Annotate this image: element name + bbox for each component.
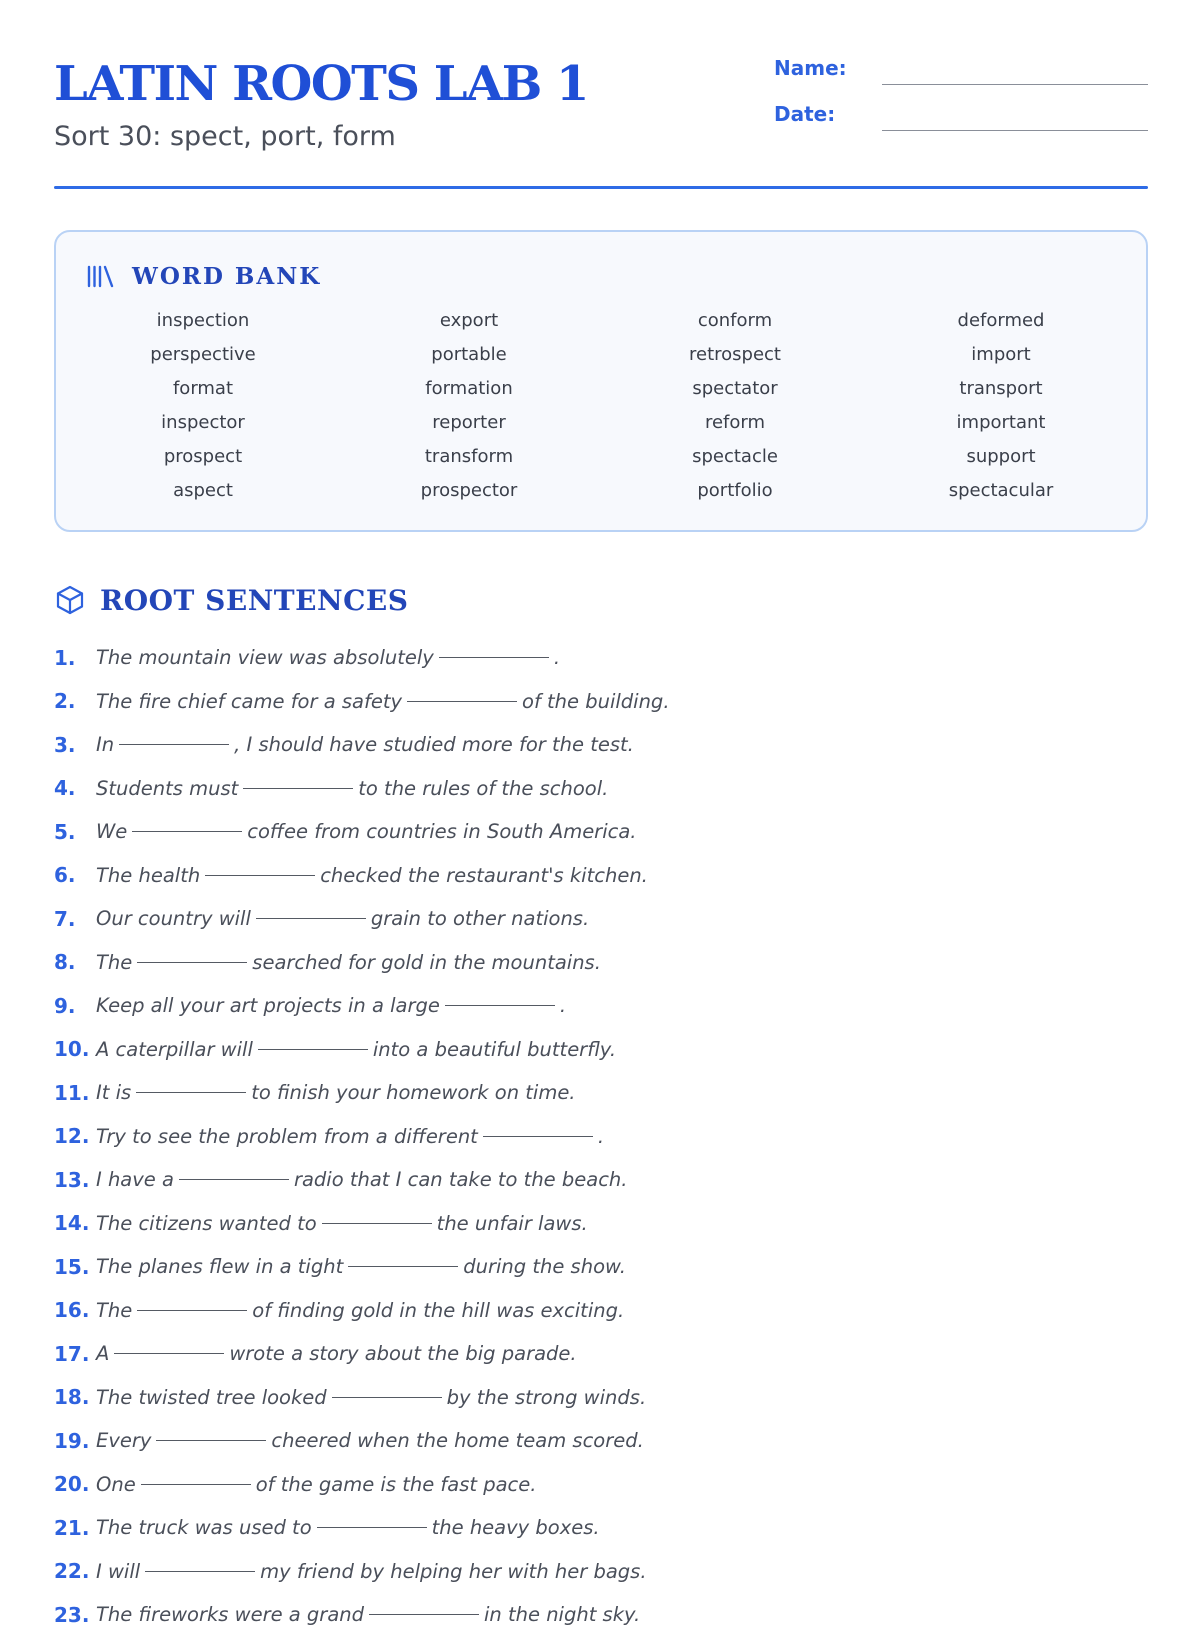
answer-blank[interactable] [136, 1092, 246, 1093]
sentence-text-after: to the rules of the school. [358, 776, 609, 800]
sentence-text-after: . [553, 646, 561, 670]
sentence-number: 14. [54, 1211, 90, 1236]
sentence-text-after: the unfair laws. [436, 1211, 588, 1235]
sentence-item [54, 854, 670, 898]
sentence-text-after: of finding gold in the hill was exciting. [252, 1298, 625, 1322]
sentence-number: 19. [54, 1428, 90, 1453]
sentence-number: 8. [54, 950, 76, 975]
sentence-item [54, 1245, 670, 1289]
word-bank-header [86, 260, 321, 292]
sentence-text-before: The twisted tree looked [96, 1385, 327, 1409]
word-bank-word: spectacle [692, 446, 778, 467]
sentence-text-after: radio that I can take to the beach. [293, 1168, 628, 1192]
sentence-item [54, 941, 670, 985]
word-bank-word: important [956, 412, 1046, 433]
sentence-number: 9. [54, 993, 76, 1018]
word-bank-word: spectator [692, 378, 778, 399]
word-bank-word: prospector [420, 480, 518, 501]
sentence-text-after: during the show. [463, 1255, 626, 1279]
answer-blank[interactable] [137, 1310, 247, 1311]
sentence-number: 1. [54, 645, 76, 670]
date-label: Date: [774, 102, 836, 126]
sentence-item [54, 1202, 670, 1246]
sentence-item [54, 1071, 670, 1115]
sentence-number: 3. [54, 732, 76, 757]
answer-blank[interactable] [243, 788, 353, 789]
sentence-text-before: The fire chief came for a safety [96, 689, 403, 713]
sentence-text-before: Our country will [96, 907, 251, 931]
sentence-text-before: The health [96, 863, 201, 887]
answer-blank[interactable] [137, 962, 247, 963]
sentence-number: 13. [54, 1167, 90, 1192]
sentence-text-before: The fireworks were a grand [96, 1603, 365, 1627]
answer-blank[interactable] [141, 1484, 251, 1485]
sentence-text-before: One [96, 1472, 136, 1496]
answer-blank[interactable] [145, 1571, 255, 1572]
cube-icon [54, 584, 86, 616]
sentence-item [54, 1550, 670, 1594]
sentence-item [54, 1115, 670, 1159]
sentence-number: 10. [54, 1037, 90, 1062]
sentence-text-before: The truck was used to [96, 1516, 312, 1540]
word-bank-word: deformed [957, 310, 1045, 331]
sentence-item [54, 1463, 670, 1507]
sentence-text-before: The planes flew in a tight [96, 1255, 344, 1279]
page-title: LATIN ROOTS LAB 1 [54, 56, 588, 112]
books-icon [86, 263, 116, 289]
sentence-number: 17. [54, 1341, 90, 1366]
sentence-text-after: coffee from countries in South America. [247, 820, 637, 844]
sentence-number: 21. [54, 1515, 90, 1540]
sentence-number: 4. [54, 776, 76, 801]
answer-blank[interactable] [439, 657, 549, 658]
sentence-list [54, 636, 670, 1637]
sentence-text-after: . [597, 1124, 605, 1148]
sentence-number: 16. [54, 1298, 90, 1323]
sentence-text-after: of the building. [522, 689, 670, 713]
worksheet-header [54, 0, 1148, 192]
sentence-text-before: The [96, 950, 133, 974]
sentence-text-after: into a beautiful butterfly. [372, 1037, 617, 1061]
sentence-item [54, 1289, 670, 1333]
word-bank-word: spectacular [948, 480, 1054, 501]
sentence-number: 6. [54, 863, 76, 888]
name-input-line[interactable] [882, 84, 1148, 85]
sentence-text-before: A [96, 1342, 110, 1366]
word-bank-word: export [439, 310, 499, 331]
sentence-text-after: cheered when the home team scored. [271, 1429, 644, 1453]
sentence-text-after: in the night sky. [484, 1603, 641, 1627]
sentence-item [54, 636, 670, 680]
sentence-item [54, 723, 670, 767]
sentences-title: ROOT SENTENCES [100, 583, 409, 617]
sentence-text-before: The mountain view was absolutely [96, 646, 434, 670]
word-bank-word: reporter [432, 412, 506, 433]
answer-blank[interactable] [317, 1527, 427, 1528]
word-bank-word: perspective [150, 344, 256, 365]
word-bank-word: retrospect [689, 344, 781, 365]
word-bank-word: reform [704, 412, 766, 433]
word-bank-word: conform [697, 310, 773, 331]
answer-blank[interactable] [119, 744, 229, 745]
word-bank-word: portfolio [697, 480, 773, 501]
word-bank-word: inspection [156, 310, 250, 331]
sentence-item [54, 767, 670, 811]
sentence-item [54, 1158, 670, 1202]
sentence-number: 2. [54, 689, 76, 714]
sentence-number: 7. [54, 906, 76, 931]
sentence-item [54, 810, 670, 854]
sentence-text-after: , I should have studied more for the test. [234, 733, 634, 757]
sentence-text-after: searched for gold in the mountains. [252, 950, 601, 974]
header-divider [54, 186, 1148, 189]
word-bank-word: portable [431, 344, 507, 365]
word-bank-word: format [172, 378, 234, 399]
sentence-text-before: I have a [96, 1168, 174, 1192]
sentence-text-before: The citizens wanted to [96, 1211, 317, 1235]
sentence-text-after: . [559, 994, 567, 1018]
sentence-text-before: It is [96, 1081, 132, 1105]
word-bank-word: transform [424, 446, 514, 467]
sentence-text-before: Try to see the problem from a different [96, 1124, 478, 1148]
word-bank-word: formation [425, 378, 513, 399]
sentence-item [54, 1506, 670, 1550]
name-field [774, 52, 1148, 88]
sentence-item [54, 1419, 670, 1463]
sentence-text-after: by the strong winds. [446, 1385, 647, 1409]
page-subtitle: Sort 30: spect, port, form [54, 121, 396, 152]
worksheet-page [54, 0, 1148, 1627]
sentences-header [54, 582, 408, 618]
sentence-text-after: wrote a story about the big parade. [229, 1342, 577, 1366]
sentence-item [54, 897, 670, 941]
answer-blank[interactable] [114, 1353, 224, 1354]
answer-blank[interactable] [483, 1136, 593, 1137]
word-bank-word: aspect [173, 480, 233, 501]
sentence-text-after: to finish your homework on time. [251, 1081, 576, 1105]
sentence-text-before: A caterpillar will [96, 1037, 253, 1061]
answer-blank[interactable] [256, 918, 366, 919]
sentence-text-before: Keep all your art projects in a large [96, 994, 440, 1018]
word-bank-grid [70, 304, 1134, 508]
name-label: Name: [774, 56, 847, 80]
sentence-text-before: I will [96, 1559, 141, 1583]
sentence-text-after: grain to other nations. [370, 907, 590, 931]
sentence-item [54, 984, 670, 1028]
word-bank-word: inspector [161, 412, 245, 433]
word-bank-word: transport [959, 378, 1043, 399]
sentence-text-after: checked the restaurant's kitchen. [320, 863, 648, 887]
sentence-number: 22. [54, 1559, 90, 1584]
sentence-item [54, 1332, 670, 1376]
sentence-number: 18. [54, 1385, 90, 1410]
sentence-number: 15. [54, 1254, 90, 1279]
answer-blank[interactable] [407, 701, 517, 702]
sentence-number: 5. [54, 819, 76, 844]
sentence-text-before: Students must [96, 776, 239, 800]
sentence-number: 11. [54, 1080, 90, 1105]
sentence-item [54, 680, 670, 724]
sentence-text-after: the heavy boxes. [431, 1516, 600, 1540]
date-field [774, 98, 1148, 134]
word-bank-word: support [966, 446, 1036, 467]
answer-blank[interactable] [348, 1266, 458, 1267]
sentence-item [54, 1028, 670, 1072]
answer-blank[interactable] [322, 1223, 432, 1224]
sentence-number: 12. [54, 1124, 90, 1149]
sentence-text-before: Every [96, 1429, 152, 1453]
word-bank-word: prospect [163, 446, 243, 467]
sentence-number: 23. [54, 1602, 90, 1627]
sentence-text-after: of the game is the fast pace. [255, 1472, 537, 1496]
word-bank-word: import [971, 344, 1031, 365]
word-bank-box [54, 230, 1148, 532]
date-input-line[interactable] [882, 130, 1148, 131]
sentence-text-after: my friend by helping her with her bags. [260, 1559, 647, 1583]
sentence-text-before: In [96, 733, 115, 757]
sentence-text-before: We [96, 820, 128, 844]
answer-blank[interactable] [445, 1005, 555, 1006]
answer-blank[interactable] [179, 1179, 289, 1180]
answer-blank[interactable] [205, 875, 315, 876]
answer-blank[interactable] [156, 1440, 266, 1441]
sentence-text-before: The [96, 1298, 133, 1322]
sentence-item [54, 1376, 670, 1420]
word-bank-title: WORD BANK [132, 262, 322, 290]
answer-blank[interactable] [369, 1614, 479, 1615]
answer-blank[interactable] [132, 831, 242, 832]
answer-blank[interactable] [332, 1397, 442, 1398]
answer-blank[interactable] [258, 1049, 368, 1050]
sentence-number: 20. [54, 1472, 90, 1497]
